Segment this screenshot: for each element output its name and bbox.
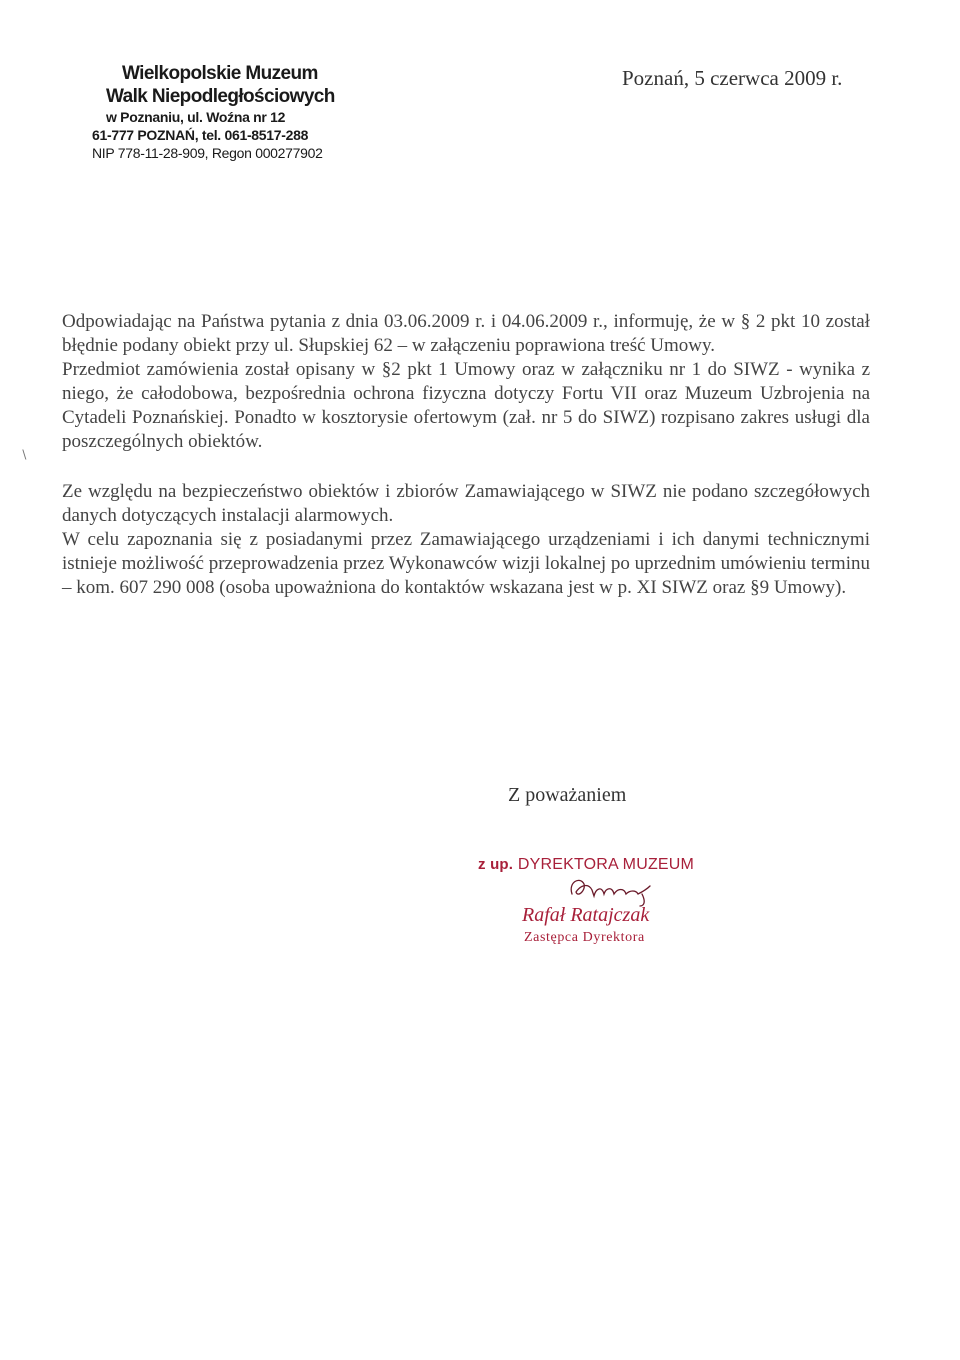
sender-postal-phone: 61-777 POZNAŃ, tel. 061-8517-288 [92,127,309,143]
body-paragraph-3: Ze względu na bezpieczeństwo obiektów i zbiorów Zamawiającego w SIWZ nie podano szczegółowych danych dotyczących instalacji alarmowych. [62,481,870,526]
sender-nip-regon: NIP 778-11-28-909, Regon 000277902 [92,145,323,161]
signature-stamp [478,856,738,945]
stamp-prefix: z up. [478,856,514,873]
signatory-name: Rafał Ratajczak [522,904,650,926]
org-name-line-2: Walk Niepodległościowych [106,86,335,107]
letter-date: Poznań, 5 czerwca 2009 r. [622,66,843,90]
org-name-line-1: Wielkopolskie Muzeum [122,63,318,84]
handwritten-signature-icon [566,872,656,908]
body-paragraph-4: W celu zapoznania się z posiadanymi przez Zamawiającego urządzeniami i ich danymi technicznymi istnieje możliwość przeprowadzenia przez Wykonawców wizji lokalnej po uprzednim umówieniu terminu – kom. 607 290 008 (osoba upoważniona do kontaktów wskazana jest w p. XI SIWZ oraz §9 Umowy). [62,529,870,598]
body-paragraph-2: Przedmiot zamówienia został opisany w §2 pkt 1 Umowy oraz w załączniku nr 1 do SIWZ - wynika z niego, że całodobowa, bezpośrednia ochrona fizyczna dotyczy Fortu VII oraz Muzeum Uzbrojenia na Cytadeli Poznańskiej. Ponadto w kosztorysie ofertowym (zał. nr 5 do SIWZ) rozpisano zakres usługi dla poszczególnych obiektów. [62,359,870,452]
letter-body [62,310,870,600]
sender-address: w Poznaniu, ul. Woźna nr 12 [106,109,286,125]
stamp-title: DYREKTORA MUZEUM [517,856,695,873]
stray-mark-icon: ∖ [20,448,28,462]
sender-header [92,62,452,162]
body-paragraph-1: Odpowiadając na Państwa pytania z dnia 03.06.2009 r. i 04.06.2009 r., informuję, że w § 2 pkt 10 został błędnie podany obiekt przy ul. Słupskiej 62 – w załączeniu poprawiona treść Umowy. [62,311,870,356]
signatory-role: Zastępca Dyrektora [524,930,645,945]
closing-salutation: Z poważaniem [508,784,627,806]
